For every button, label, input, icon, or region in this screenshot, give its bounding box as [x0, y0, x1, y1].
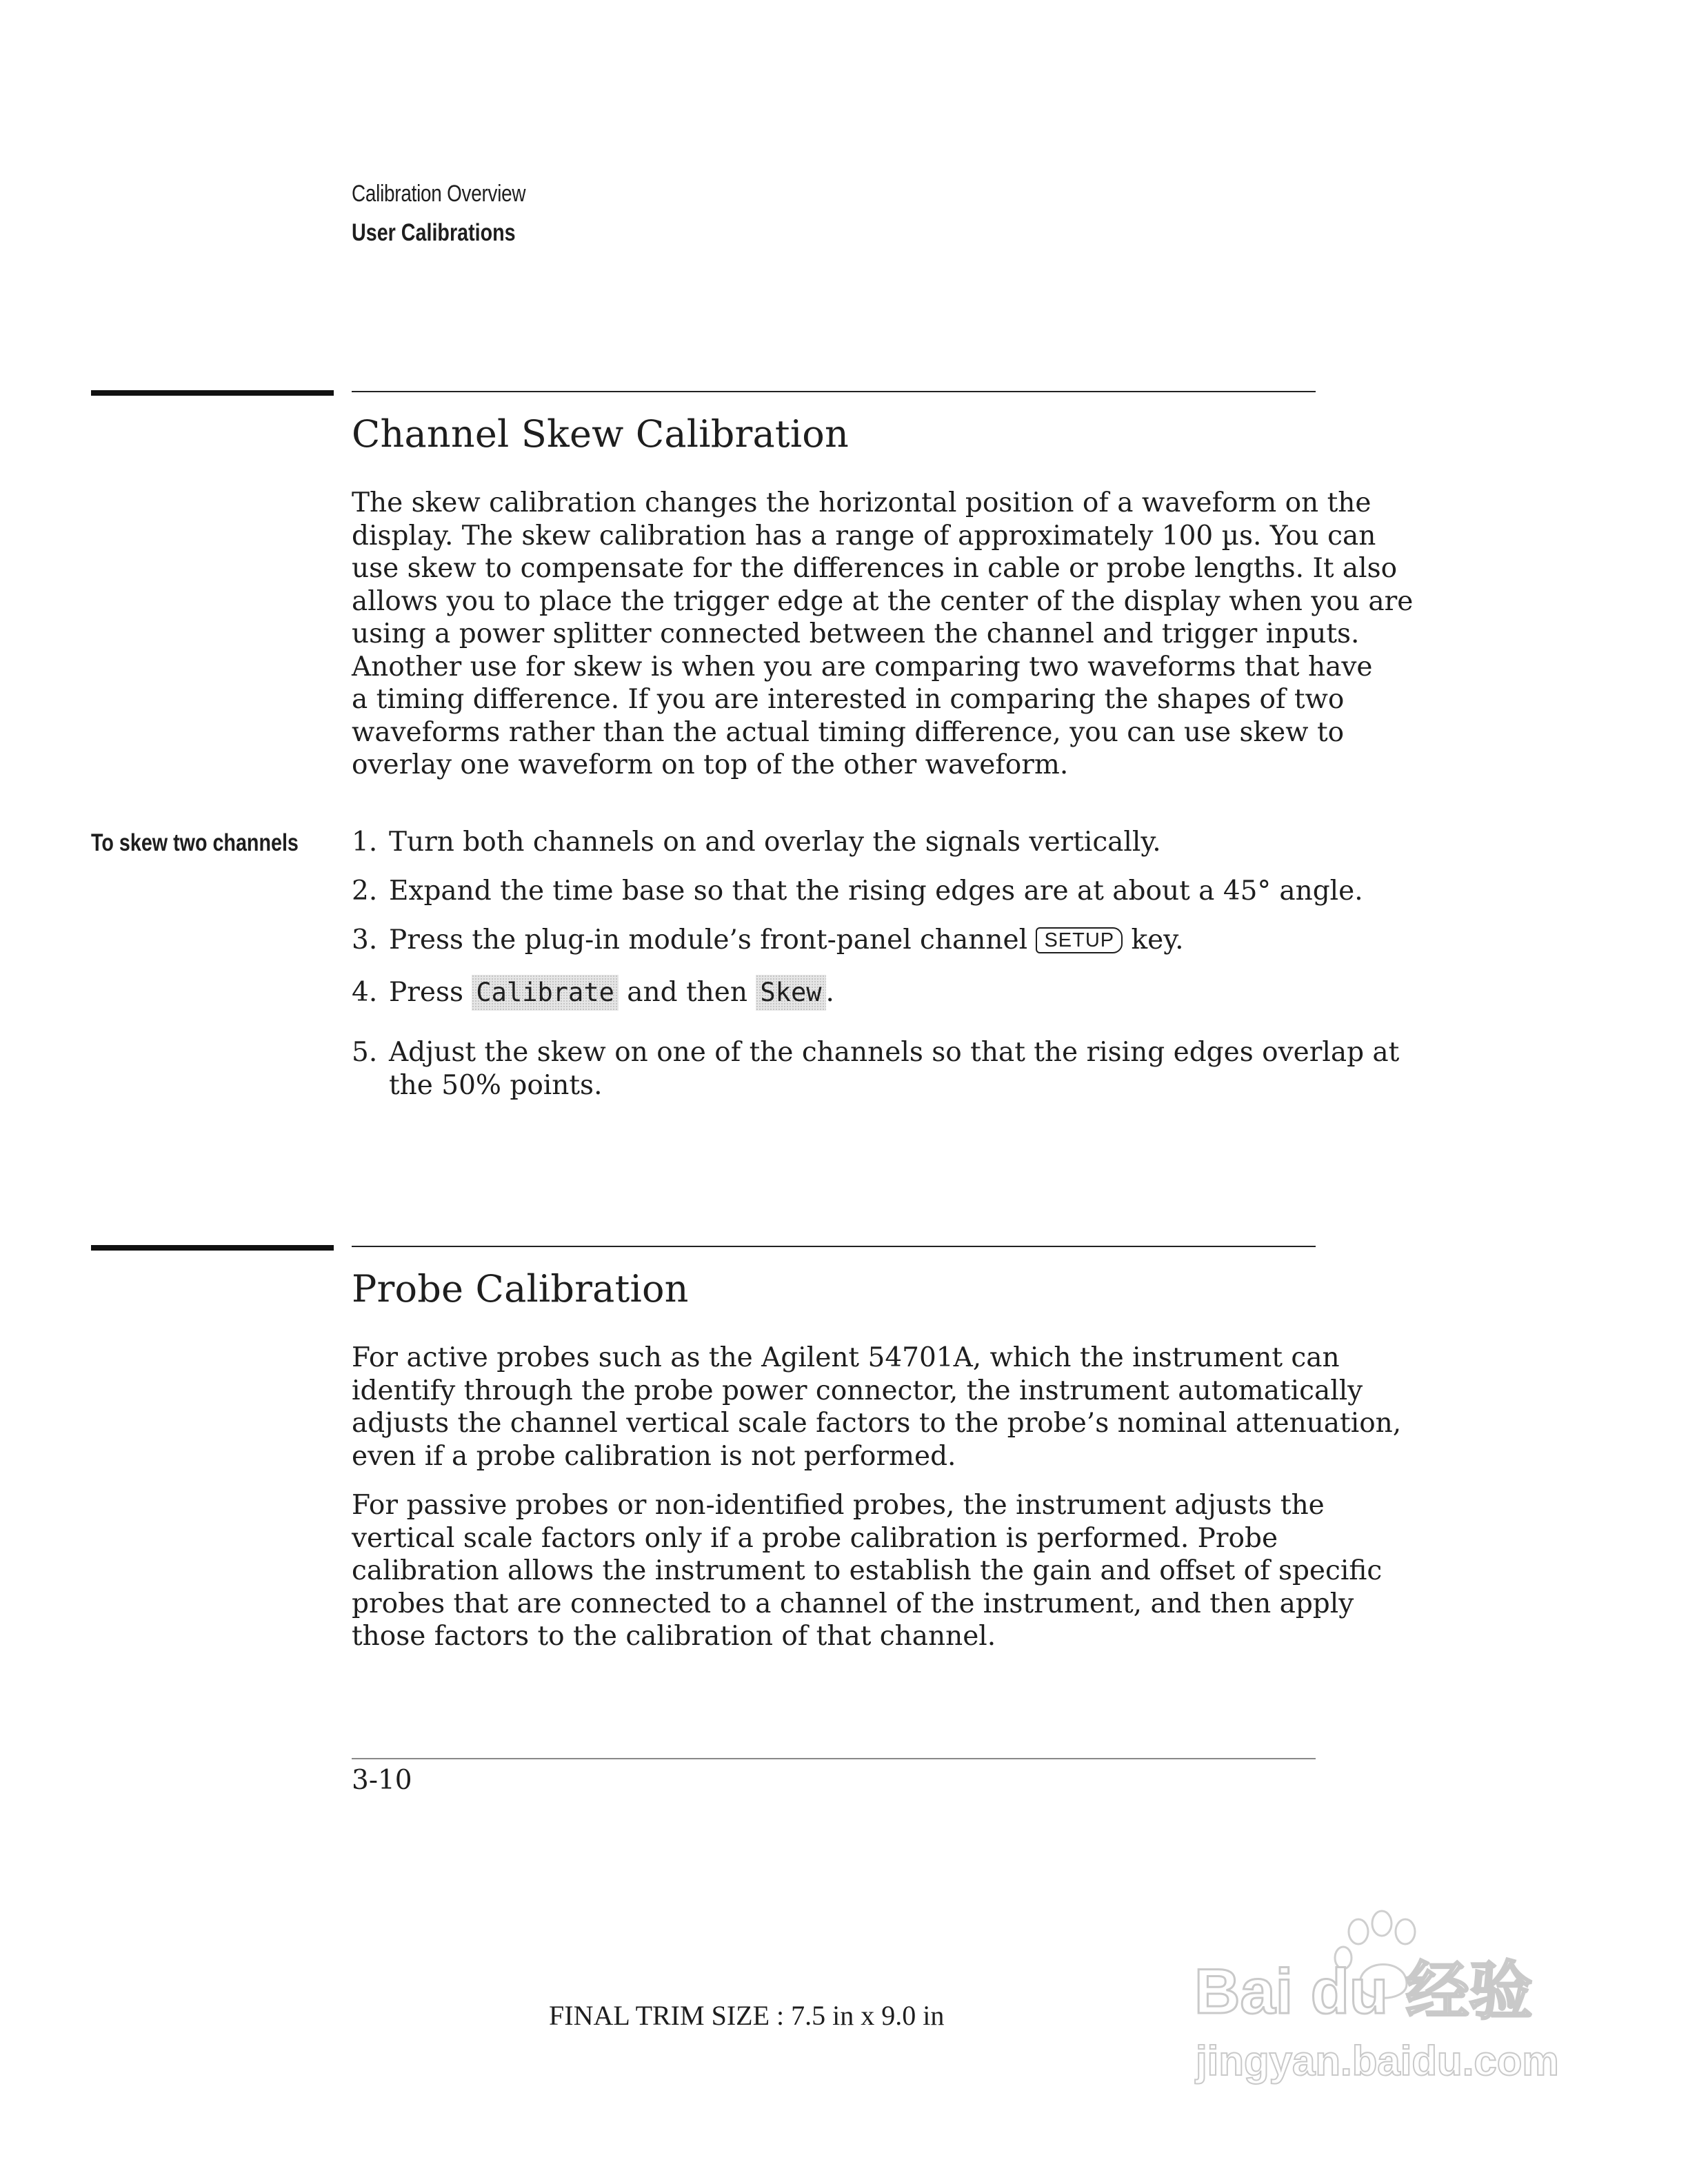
step-2	[352, 875, 1363, 908]
step-3	[352, 924, 1184, 957]
step-text: key.	[1123, 924, 1184, 956]
step-text: Adjust the skew on one of the channels so that the rising edges overlap at	[389, 1037, 1400, 1068]
step-number: 5.	[352, 1037, 378, 1068]
trim-size-note: FINAL TRIM SIZE : 7.5 in x 9.0 in	[549, 2000, 945, 2031]
section-rule-thin	[352, 391, 1316, 392]
paragraph-line: probes that are connected to a channel of the instrument, and then apply	[352, 1588, 1354, 1619]
paragraph-line: display. The skew calibration has a range of approximately 100 µs. You can	[352, 520, 1376, 552]
paragraph-line: overlay one waveform on top of the other waveform.	[352, 749, 1069, 780]
running-header-chapter: Calibration Overview	[352, 181, 526, 207]
paragraph-line: Another use for skew is when you are comparing two waveforms that have	[352, 651, 1373, 682]
paragraph-line: using a power splitter connected between the channel and trigger inputs.	[352, 618, 1360, 649]
paragraph-line: adjusts the channel vertical scale factors to the probe’s nominal attenuation,	[352, 1408, 1402, 1439]
paragraph-line: allows you to place the trigger edge at the center of the display when you are	[352, 585, 1414, 617]
step-number: 4.	[352, 977, 378, 1008]
paragraph-line: waveforms rather than the actual timing difference, you can use skew to	[352, 716, 1345, 748]
step-5	[352, 1036, 1399, 1102]
paragraph-line: even if a probe calibration is not performed.	[352, 1440, 956, 1472]
step-1	[352, 826, 1161, 859]
step-text: Expand the time base so that the rising edges are at about a 45° angle.	[389, 876, 1363, 907]
footer-rule	[352, 1758, 1316, 1759]
step-number: 1.	[352, 827, 378, 858]
watermark-url: jingyan.baidu.com	[1196, 2038, 1559, 2084]
paragraph-line: identify through the probe power connector, the instrument automatically	[352, 1375, 1363, 1406]
step-text: Press	[389, 977, 472, 1008]
page-number: 3-10	[352, 1765, 412, 1796]
watermark-brand: Bai du 经验	[1194, 1957, 1533, 2027]
procedure-label: To skew two channels	[91, 829, 299, 856]
paragraph-line: For passive probes or non-identified probes, the instrument adjusts the	[352, 1490, 1325, 1521]
step-text: and then	[618, 977, 756, 1008]
probe-paragraph-2	[352, 1489, 1383, 1653]
step-text: .	[825, 977, 834, 1008]
calibrate-softkey: Calibrate	[472, 975, 618, 1011]
skew-paragraph	[352, 487, 1414, 782]
step-text: Turn both channels on and overlay the signals vertically.	[389, 827, 1161, 858]
section-rule-thin	[352, 1246, 1316, 1247]
probe-heading: Probe Calibration	[352, 1267, 689, 1311]
step-text: Press the plug-in module’s front-panel channel	[389, 924, 1036, 956]
paragraph-line: those factors to the calibration of that channel.	[352, 1621, 996, 1652]
paragraph-line: a timing difference. If you are interested in comparing the shapes of two	[352, 684, 1345, 715]
running-header-section: User Calibrations	[352, 219, 516, 246]
paragraph-line: The skew calibration changes the horizontal position of a waveform on the	[352, 487, 1372, 518]
paragraph-line: For active probes such as the Agilent 54701A, which the instrument can	[352, 1342, 1340, 1373]
probe-paragraph-1	[352, 1342, 1402, 1473]
step-text: the 50% points.	[389, 1069, 603, 1101]
section-rule-thick	[91, 1245, 334, 1251]
setup-hardkey: SETUP	[1036, 927, 1123, 953]
paragraph-line: vertical scale factors only if a probe calibration is performed. Probe	[352, 1522, 1278, 1554]
step-number: 3.	[352, 924, 378, 956]
skew-heading: Channel Skew Calibration	[352, 412, 849, 456]
step-4	[352, 975, 834, 1011]
paragraph-line: use skew to compensate for the differences in cable or probe lengths. It also	[352, 553, 1398, 584]
step-number: 2.	[352, 876, 378, 907]
paragraph-line: calibration allows the instrument to establish the gain and offset of specific	[352, 1555, 1383, 1586]
section-rule-thick	[91, 390, 334, 396]
baidu-watermark	[1187, 1903, 1574, 2110]
skew-softkey: Skew	[756, 975, 825, 1011]
